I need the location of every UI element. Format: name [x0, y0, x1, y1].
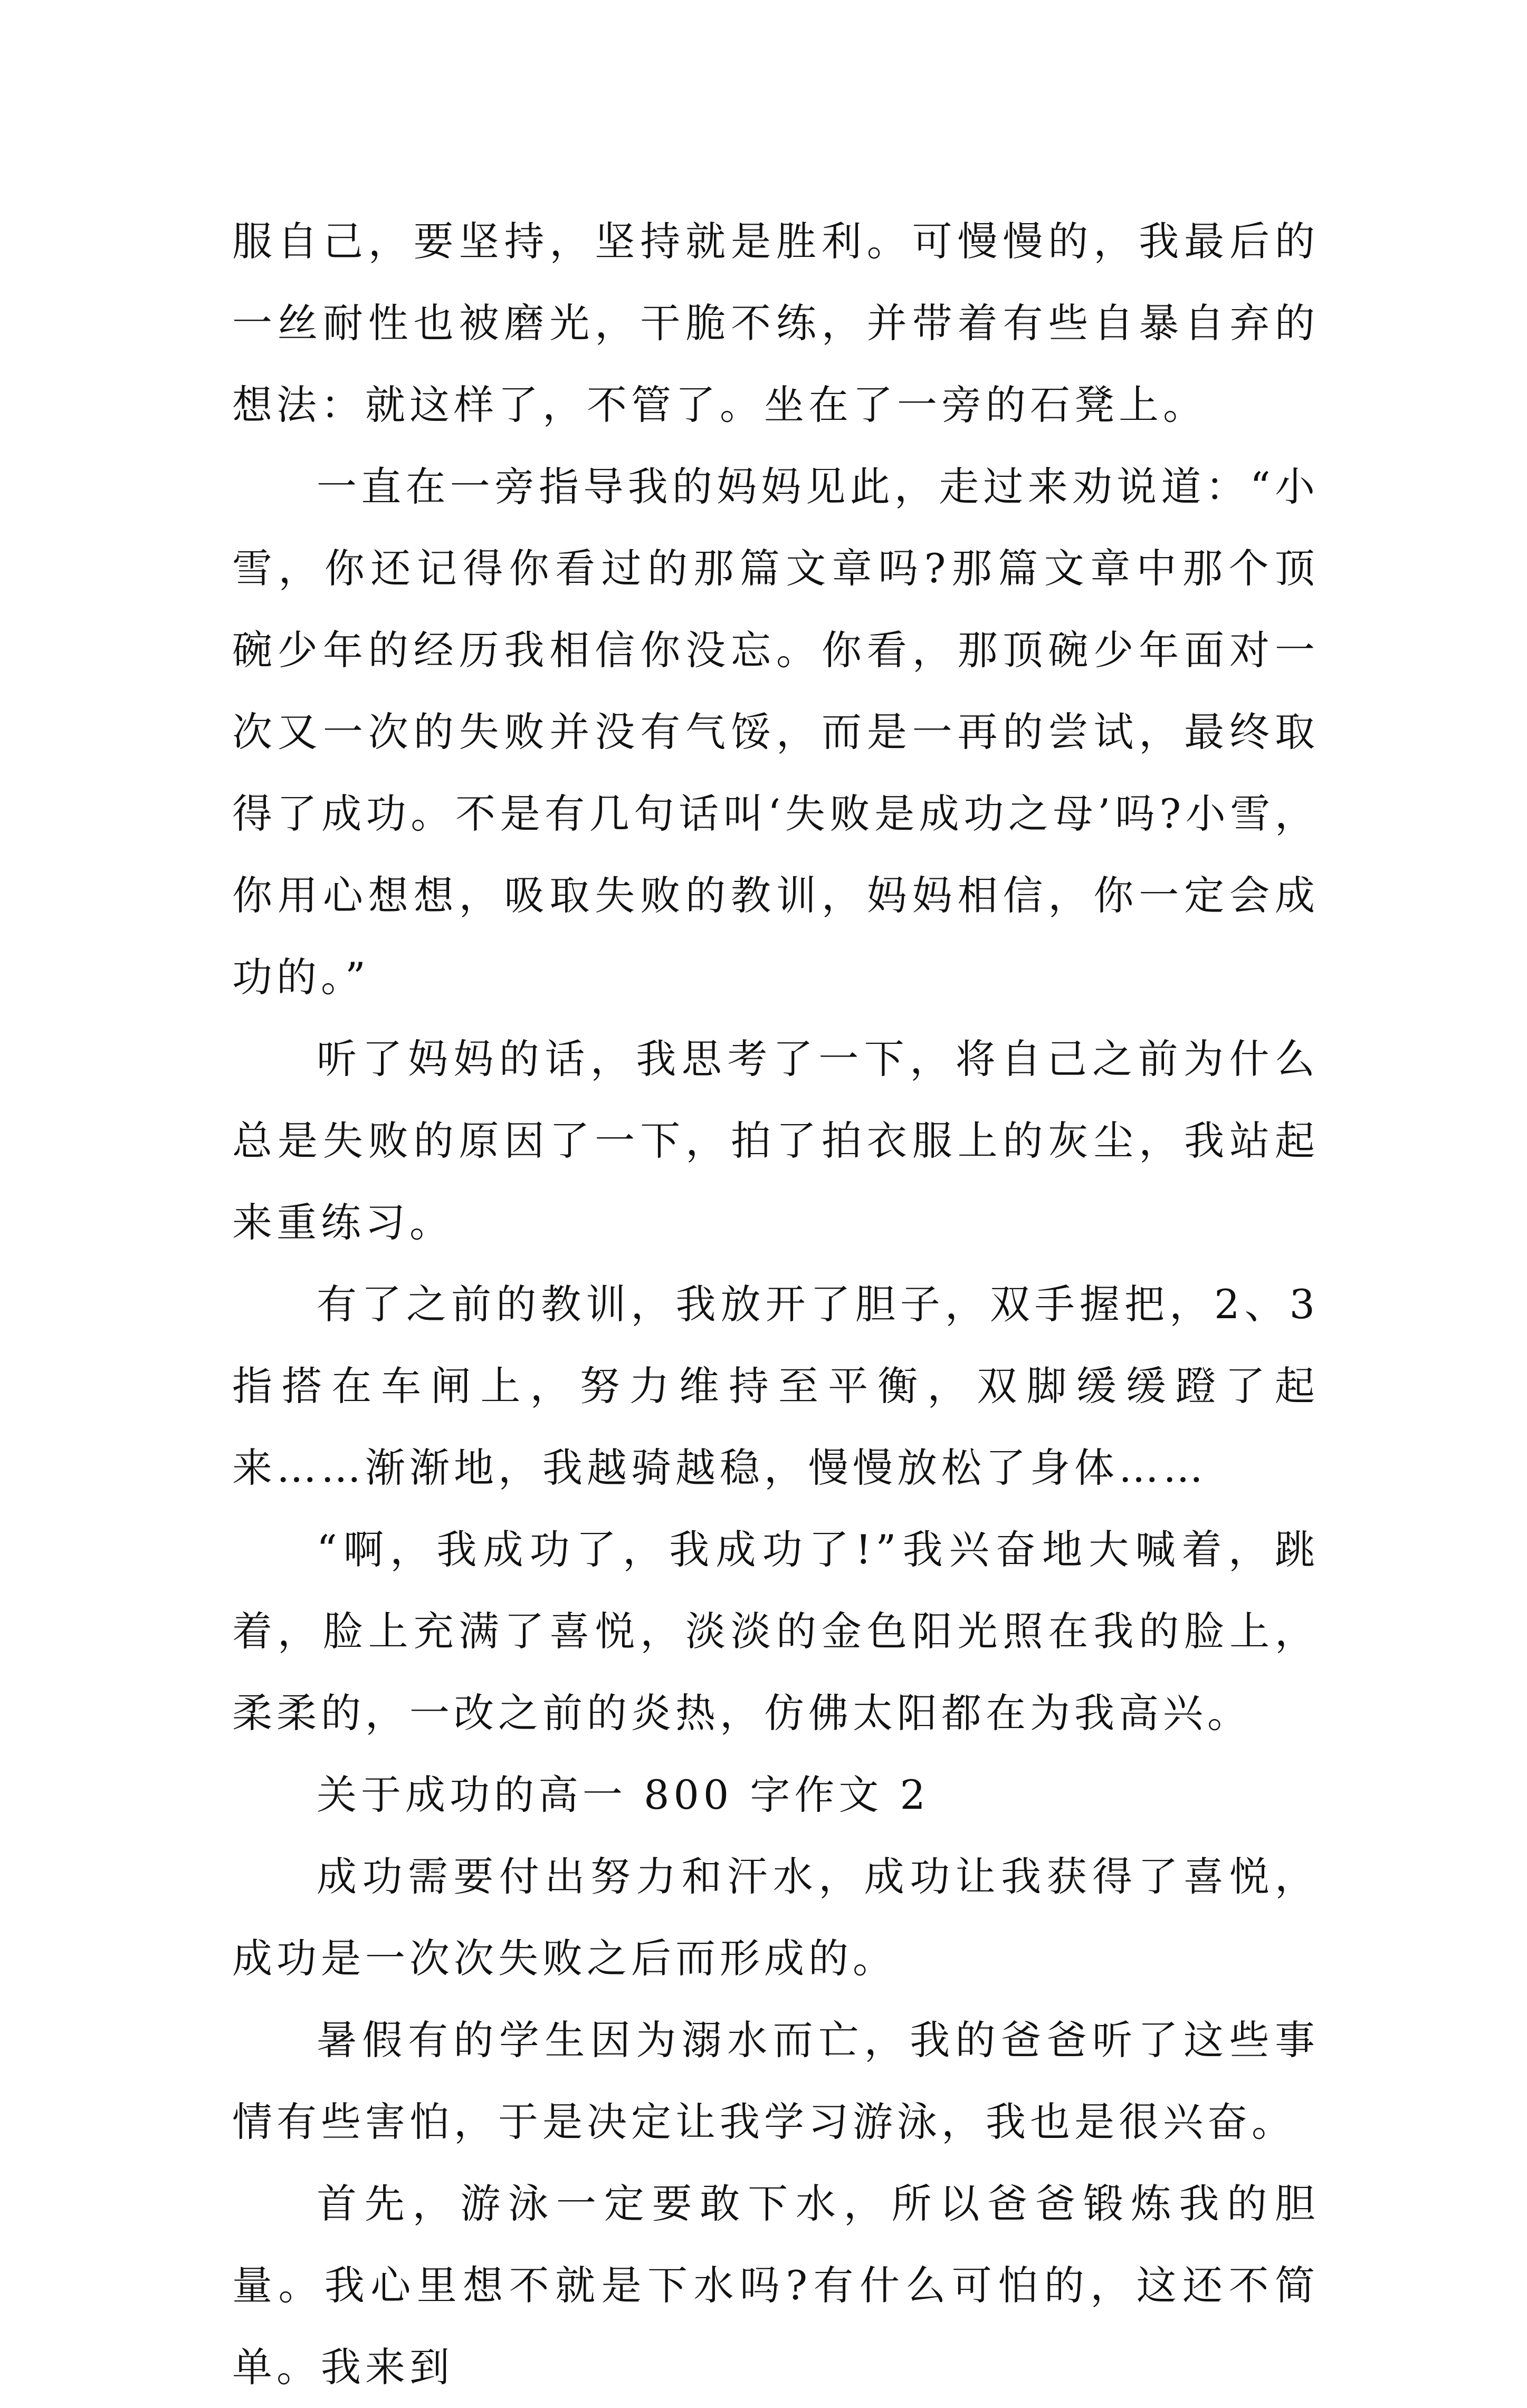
paragraph: 一直在一旁指导我的妈妈见此，走过来劝说道：“小雪，你还记得你看过的那篇文章吗?那篇文章中那个顶碗少年的经历我相信你没忘。你看，那顶碗少年面对一次又一次的失败并没有气馁，而是一再的尝试，最终取得了成功。不是有几句话叫‘失败是成功之母’吗?小雪，你用心想想，吸取失败的教训，妈妈相信，你一定会成功的。”	[232, 463, 1319, 1001]
paragraph: 有了之前的教训，我放开了胆子，双手握把，2、3 指搭在车闸上，努力维持至平衡，双脚缓缓蹬了起来……渐渐地，我越骑越稳，慢慢放松了身体……	[232, 1281, 1319, 1491]
paragraph: 成功需要付出努力和汗水，成功让我获得了喜悦，成功是一次次失败之后而形成的。	[232, 1853, 1319, 1982]
body-text	[232, 200, 1319, 2408]
paragraph: “啊，我成功了，我成功了!”我兴奋地大喊着，跳着，脸上充满了喜悦，淡淡的金色阳光照在我的脸上，柔柔的，一改之前的炎热，仿佛太阳都在为我高兴。	[232, 1526, 1319, 1737]
paragraph: 首先，游泳一定要敢下水，所以爸爸锻炼我的胆量。我心里想不就是下水吗?有什么可怕的，这还不简单。我来到	[232, 2180, 1319, 2391]
section-heading: 关于成功的高一 800 字作文 2	[317, 1771, 930, 1818]
paragraph: 暑假有的学生因为溺水而亡，我的爸爸听了这些事情有些害怕，于是决定让我学习游泳，我也是很兴奋。	[232, 2017, 1319, 2145]
paragraph: 听了妈妈的话，我思考了一下，将自己之前为什么总是失败的原因了一下，拍了拍衣服上的灰尘，我站起来重练习。	[232, 1035, 1319, 1246]
paragraph: 服自己，要坚持，坚持就是胜利。可慢慢的，我最后的一丝耐性也被磨光，干脆不练，并带着有些自暴自弃的想法：就这样了，不管了。坐在了一旁的石凳上。	[232, 218, 1319, 428]
